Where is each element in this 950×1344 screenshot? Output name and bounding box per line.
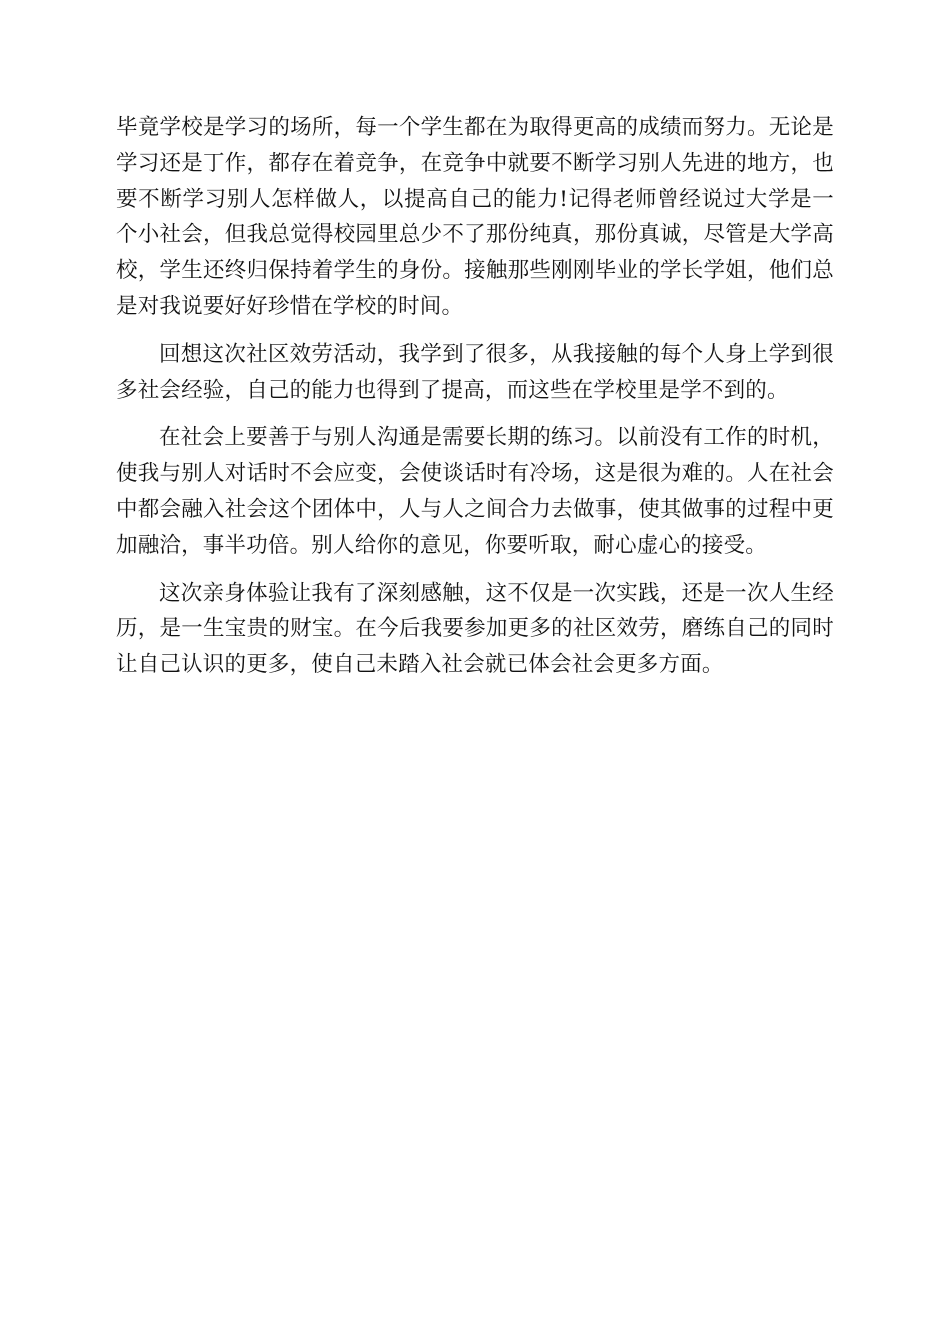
document-body bbox=[116, 110, 834, 695]
paragraph-3: 在社会上要善于与别人沟通是需要长期的练习。以前没有工作的时机，使我与别人对话时不会应变，会使谈话时有冷场，这是很为难的。人在社会中都会融入社会这个团体中，人与人之间合力去做事，使其做事的过程中更加融洽，事半功倍。别人给你的意见，你要听取，耐心虚心的接受。 bbox=[116, 425, 834, 558]
paragraph-4: 这次亲身体验让我有了深刻感触，这不仅是一次实践，还是一次人生经历，是一生宝贵的财宝。在今后我要参加更多的社区效劳，磨练自己的同时让自己认识的更多，使自己未踏入社会就已体会社会更多方面。 bbox=[116, 580, 834, 678]
paragraph-1: 毕竟学校是学习的场所，每一个学生都在为取得更高的成绩而努力。无论是学习还是丁作，都存在着竞争，在竞争中就要不断学习别人先进的地方，也要不断学习别人怎样做人，以提高自己的能力!记得老师曾经说过大学是一个小社会，但我总觉得校园里总少不了那份纯真，那份真诚，尽管是大学高校，学生还终归保持着学生的身份。接触那些刚刚毕业的学长学姐，他们总是对我说要好好珍惜在学校的时间。 bbox=[116, 115, 834, 319]
paragraph-2: 回想这次社区效劳活动，我学到了很多，从我接触的每个人身上学到很多社会经验，自己的能力也得到了提高，而这些在学校里是学不到的。 bbox=[116, 341, 834, 403]
